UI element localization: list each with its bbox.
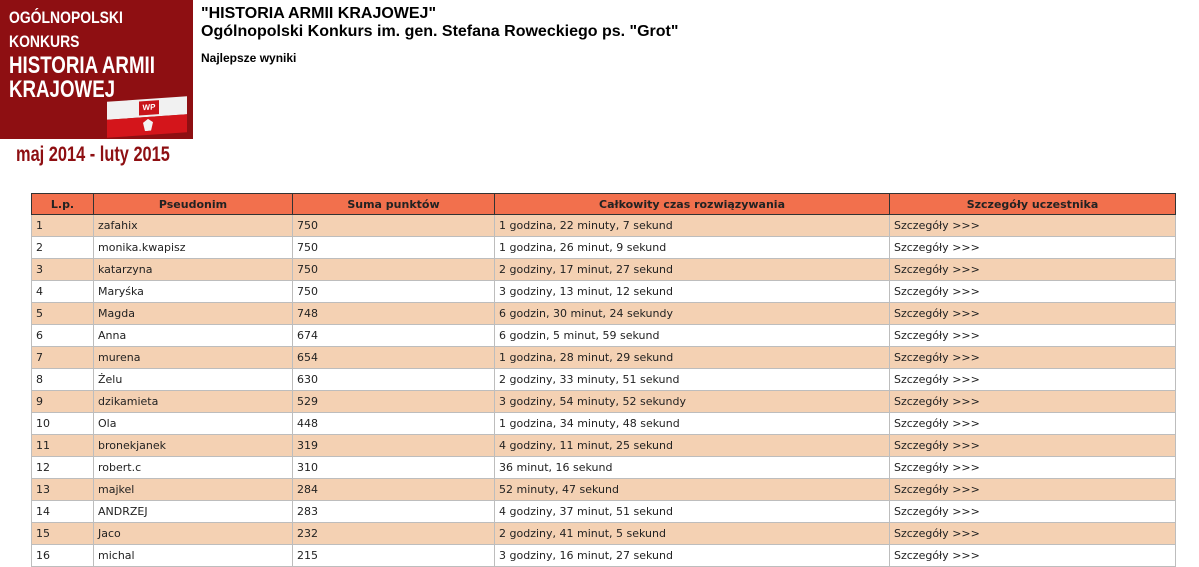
cell-suma-punktow: 232 — [293, 523, 495, 545]
table-row — [32, 369, 1176, 391]
table-row — [32, 347, 1176, 369]
cell-czas: 2 godziny, 33 minuty, 51 sekund — [495, 369, 890, 391]
details-link[interactable]: Szczegóły >>> — [890, 325, 1176, 347]
cell-czas: 3 godziny, 16 minut, 27 sekund — [495, 545, 890, 567]
cell-czas: 6 godzin, 5 minut, 59 sekund — [495, 325, 890, 347]
details-link[interactable]: Szczegóły >>> — [890, 391, 1176, 413]
table-row — [32, 523, 1176, 545]
details-link[interactable]: Szczegóły >>> — [890, 237, 1176, 259]
cell-suma-punktow: 654 — [293, 347, 495, 369]
details-link[interactable]: Szczegóły >>> — [890, 479, 1176, 501]
cell-lp: 2 — [32, 237, 94, 259]
cell-lp: 12 — [32, 457, 94, 479]
cell-czas: 4 godziny, 37 minut, 51 sekund — [495, 501, 890, 523]
contest-logo — [0, 0, 193, 139]
cell-pseudonim: michal — [94, 545, 293, 567]
table-header-row — [32, 194, 1176, 215]
cell-suma-punktow: 750 — [293, 237, 495, 259]
cell-pseudonim: Magda — [94, 303, 293, 325]
cell-pseudonim: Jaco — [94, 523, 293, 545]
cell-pseudonim: monika.kwapisz — [94, 237, 293, 259]
cell-pseudonim: Maryśka — [94, 281, 293, 303]
cell-lp: 15 — [32, 523, 94, 545]
cell-lp: 4 — [32, 281, 94, 303]
table-row — [32, 501, 1176, 523]
results-table — [31, 193, 1176, 567]
cell-suma-punktow: 748 — [293, 303, 495, 325]
cell-lp: 3 — [32, 259, 94, 281]
details-link[interactable]: Szczegóły >>> — [890, 215, 1176, 237]
table-row — [32, 215, 1176, 237]
cell-pseudonim: robert.c — [94, 457, 293, 479]
details-link[interactable]: Szczegóły >>> — [890, 435, 1176, 457]
details-link[interactable]: Szczegóły >>> — [890, 523, 1176, 545]
details-link[interactable]: Szczegóły >>> — [890, 457, 1176, 479]
cell-lp: 5 — [32, 303, 94, 325]
cell-suma-punktow: 319 — [293, 435, 495, 457]
cell-suma-punktow: 529 — [293, 391, 495, 413]
cell-suma-punktow: 750 — [293, 215, 495, 237]
table-row — [32, 325, 1176, 347]
cell-czas: 3 godziny, 13 minut, 12 sekund — [495, 281, 890, 303]
table-row — [32, 457, 1176, 479]
cell-lp: 1 — [32, 215, 94, 237]
cell-czas: 4 godziny, 11 minut, 25 sekund — [495, 435, 890, 457]
cell-suma-punktow: 448 — [293, 413, 495, 435]
cell-pseudonim: Anna — [94, 325, 293, 347]
contest-dates: maj 2014 - luty 2015 — [16, 143, 170, 166]
cell-pseudonim: zafahix — [94, 215, 293, 237]
table-row — [32, 259, 1176, 281]
cell-suma-punktow: 750 — [293, 259, 495, 281]
details-link[interactable]: Szczegóły >>> — [890, 259, 1176, 281]
table-row — [32, 391, 1176, 413]
cell-czas: 2 godziny, 41 minut, 5 sekund — [495, 523, 890, 545]
cell-suma-punktow: 283 — [293, 501, 495, 523]
table-row — [32, 479, 1176, 501]
table-row — [32, 281, 1176, 303]
cell-czas: 1 godzina, 26 minut, 9 sekund — [495, 237, 890, 259]
cell-pseudonim: ANDRZEJ — [94, 501, 293, 523]
page-header — [201, 5, 678, 65]
cell-lp: 14 — [32, 501, 94, 523]
column-header-lp: L.p. — [32, 194, 94, 215]
table-row — [32, 303, 1176, 325]
details-link[interactable]: Szczegóły >>> — [890, 413, 1176, 435]
page-subtitle: Ogólnopolski Konkurs im. gen. Stefana Roweckiego ps. "Grot" — [201, 23, 679, 40]
cell-pseudonim: Ola — [94, 413, 293, 435]
cell-lp: 7 — [32, 347, 94, 369]
column-header-pseudonim: Pseudonim — [94, 194, 293, 215]
cell-czas: 6 godzin, 30 minut, 24 sekundy — [495, 303, 890, 325]
flag-icon — [107, 96, 187, 138]
cell-pseudonim: katarzyna — [94, 259, 293, 281]
logo-line-3: HISTORIA ARMII — [9, 52, 155, 79]
details-link[interactable]: Szczegóły >>> — [890, 369, 1176, 391]
page-title: "HISTORIA ARMII KRAJOWEJ" — [201, 5, 437, 22]
cell-pseudonim: dzikamieta — [94, 391, 293, 413]
cell-pseudonim: murena — [94, 347, 293, 369]
details-link[interactable]: Szczegóły >>> — [890, 545, 1176, 567]
details-link[interactable]: Szczegóły >>> — [890, 281, 1176, 303]
table-row — [32, 413, 1176, 435]
column-header-suma-punktow: Suma punktów — [293, 194, 495, 215]
cell-czas: 52 minuty, 47 sekund — [495, 479, 890, 501]
logo-line-1: OGÓLNOPOLSKI — [9, 8, 123, 27]
cell-suma-punktow: 284 — [293, 479, 495, 501]
cell-pseudonim: Żelu — [94, 369, 293, 391]
cell-czas: 36 minut, 16 sekund — [495, 457, 890, 479]
cell-suma-punktow: 310 — [293, 457, 495, 479]
cell-pseudonim: majkel — [94, 479, 293, 501]
wp-emblem: WP — [139, 100, 159, 115]
cell-czas: 3 godziny, 54 minuty, 52 sekundy — [495, 391, 890, 413]
cell-czas: 1 godzina, 28 minut, 29 sekund — [495, 347, 890, 369]
cell-lp: 16 — [32, 545, 94, 567]
cell-pseudonim: bronekjanek — [94, 435, 293, 457]
table-row — [32, 435, 1176, 457]
cell-suma-punktow: 215 — [293, 545, 495, 567]
cell-lp: 13 — [32, 479, 94, 501]
cell-czas: 1 godzina, 34 minuty, 48 sekund — [495, 413, 890, 435]
cell-lp: 8 — [32, 369, 94, 391]
cell-czas: 1 godzina, 22 minuty, 7 sekund — [495, 215, 890, 237]
cell-czas: 2 godziny, 17 minut, 27 sekund — [495, 259, 890, 281]
section-title: Najlepsze wyniki — [201, 51, 297, 65]
logo-line-4: KRAJOWEJ — [9, 76, 116, 103]
details-link[interactable]: Szczegóły >>> — [890, 303, 1176, 325]
cell-lp: 10 — [32, 413, 94, 435]
cell-lp: 11 — [32, 435, 94, 457]
table-row — [32, 237, 1176, 259]
table-row — [32, 545, 1176, 567]
column-header-czas: Całkowity czas rozwiązywania — [495, 194, 890, 215]
column-header-szczegoly: Szczegóły uczestnika — [890, 194, 1176, 215]
cell-lp: 9 — [32, 391, 94, 413]
cell-suma-punktow: 630 — [293, 369, 495, 391]
logo-line-2: KONKURS — [9, 32, 80, 51]
cell-suma-punktow: 674 — [293, 325, 495, 347]
details-link[interactable]: Szczegóły >>> — [890, 347, 1176, 369]
cell-suma-punktow: 750 — [293, 281, 495, 303]
cell-lp: 6 — [32, 325, 94, 347]
details-link[interactable]: Szczegóły >>> — [890, 501, 1176, 523]
